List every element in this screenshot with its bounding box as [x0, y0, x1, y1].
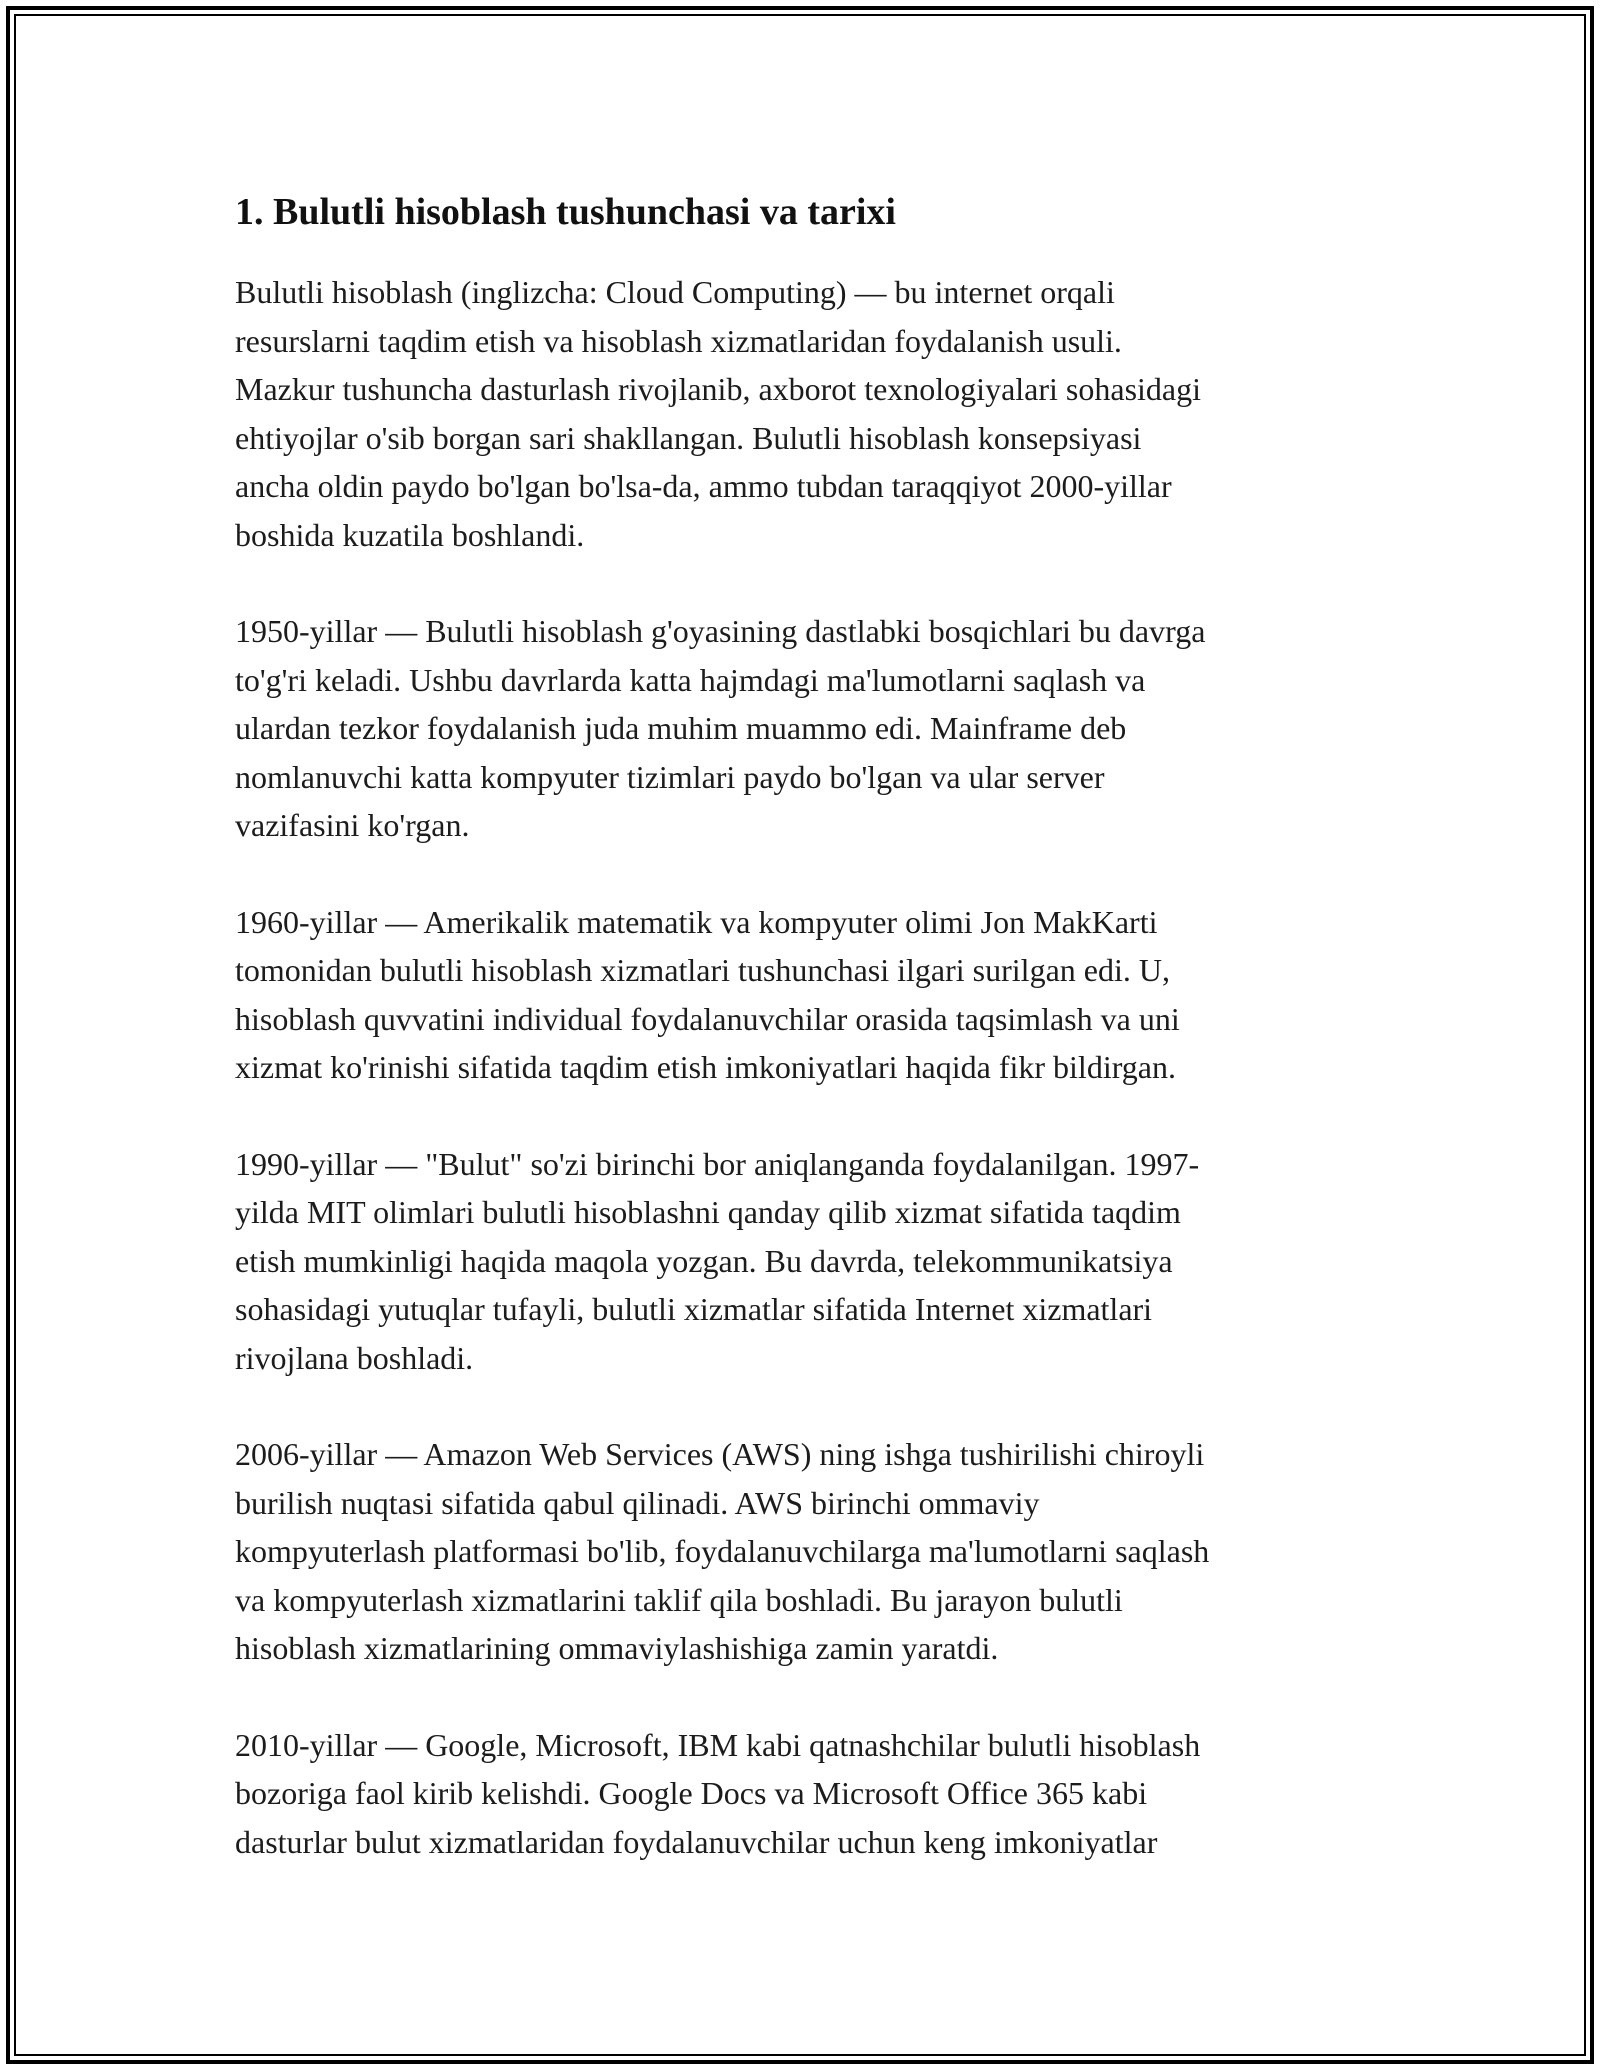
paragraph-2010s: [235, 1721, 1365, 1867]
text-line: hisoblash quvvatini individual foydalanuvchilar orasida taqsimlash va uni: [235, 1000, 1180, 1037]
text-line: 1950-yillar — Bulutli hisoblash g'oyasining dastlabki bosqichlari bu davrga: [235, 613, 1206, 649]
text-line: 1960-yillar — Amerikalik matematik va kompyuter olimi Jon MakKarti: [235, 903, 1158, 940]
text-line: nomlanuvchi katta kompyuter tizimlari paydo bo'lgan va ular server: [235, 758, 1105, 795]
text-line: bozoriga faol kirib kelishdi. Google Docs va Microsoft Office 365 kabi: [235, 1775, 1148, 1811]
text-line: kompyuterlash platformasi bo'lib, foydalanuvchilarga ma'lumotlarni saqlash: [235, 1533, 1210, 1569]
text-line: boshida kuzatila boshlandi.: [235, 516, 585, 553]
text-line: vazifasini ko'rgan.: [235, 807, 470, 843]
text-line: 1990-yillar — "Bulut" so'zi birinchi bor aniqlanganda foydalanilgan. 1997-: [235, 1145, 1200, 1182]
text-line: 2010-yillar — Google, Microsoft, IBM kabi qatnashchilar bulutli hisoblash: [235, 1726, 1201, 1763]
text-line: yilda MIT olimlari bulutli hisoblashni qanday qilib xizmat sifatida taqdim: [235, 1194, 1181, 1230]
text-line: 2006-yillar — Amazon Web Services (AWS) ning ishga tushirilishi chiroyli: [235, 1436, 1205, 1472]
paragraph-2006: [235, 1430, 1365, 1673]
text-line: tomonidan bulutli hisoblash xizmatlari tushunchasi ilgari surilgan edi. U,: [235, 952, 1170, 988]
paragraph-1960s: [235, 898, 1365, 1092]
text-line: xizmat ko'rinishi sifatida taqdim etish imkoniyatlari haqida fikr bildirgan.: [235, 1049, 1176, 1085]
section-heading: 1. Bulutli hisoblash tushunchasi va tarixi: [235, 191, 896, 233]
text-line: ancha oldin paydo bo'lgan bo'lsa-da, ammo tubdan taraqqiyot 2000-yillar: [235, 468, 1172, 504]
text-line: va kompyuterlash xizmatlarini taklif qila boshladi. Bu jarayon bulutli: [235, 1581, 1123, 1618]
text-line: ehtiyojlar o'sib borgan sari shakllangan. Bulutli hisoblash konsepsiyasi: [235, 419, 1142, 456]
text-line: ulardan tezkor foydalanish juda muhim muammo edi. Mainframe deb: [235, 710, 1127, 746]
text-line: dasturlar bulut xizmatlaridan foydalanuvchilar uchun keng imkoniyatlar: [235, 1823, 1158, 1860]
text-line: etish mumkinligi haqida maqola yozgan. Bu davrda, telekommunikatsiya: [235, 1242, 1173, 1279]
text-line: rivojlana boshladi.: [235, 1339, 474, 1376]
paragraph-1950s: [235, 607, 1365, 850]
text-line: sohasidagi yutuqlar tufayli, bulutli xizmatlar sifatida Internet xizmatlari: [235, 1291, 1153, 1327]
text-line: burilish nuqtasi sifatida qabul qilinadi. AWS birinchi ommaviy: [235, 1484, 1040, 1521]
text-line: resurslarni taqdim etish va hisoblash xizmatlaridan foydalanish usuli.: [235, 322, 1122, 359]
paragraph-1990s: [235, 1140, 1365, 1383]
text-line: Bulutli hisoblash (inglizcha: Cloud Computing) — bu internet orqali: [235, 274, 1115, 310]
text-line: to'g'ri keladi. Ushbu davrlarda katta hajmdagi ma'lumotlarni saqlash va: [235, 661, 1146, 698]
text-line: Mazkur tushuncha dasturlash rivojlanib, axborot texnologiyalari sohasidagi: [235, 371, 1201, 407]
text-line: hisoblash xizmatlarining ommaviylashishiga zamin yaratdi.: [235, 1630, 999, 1666]
paragraph-intro: [235, 268, 1365, 559]
document-body: [235, 184, 1365, 1914]
